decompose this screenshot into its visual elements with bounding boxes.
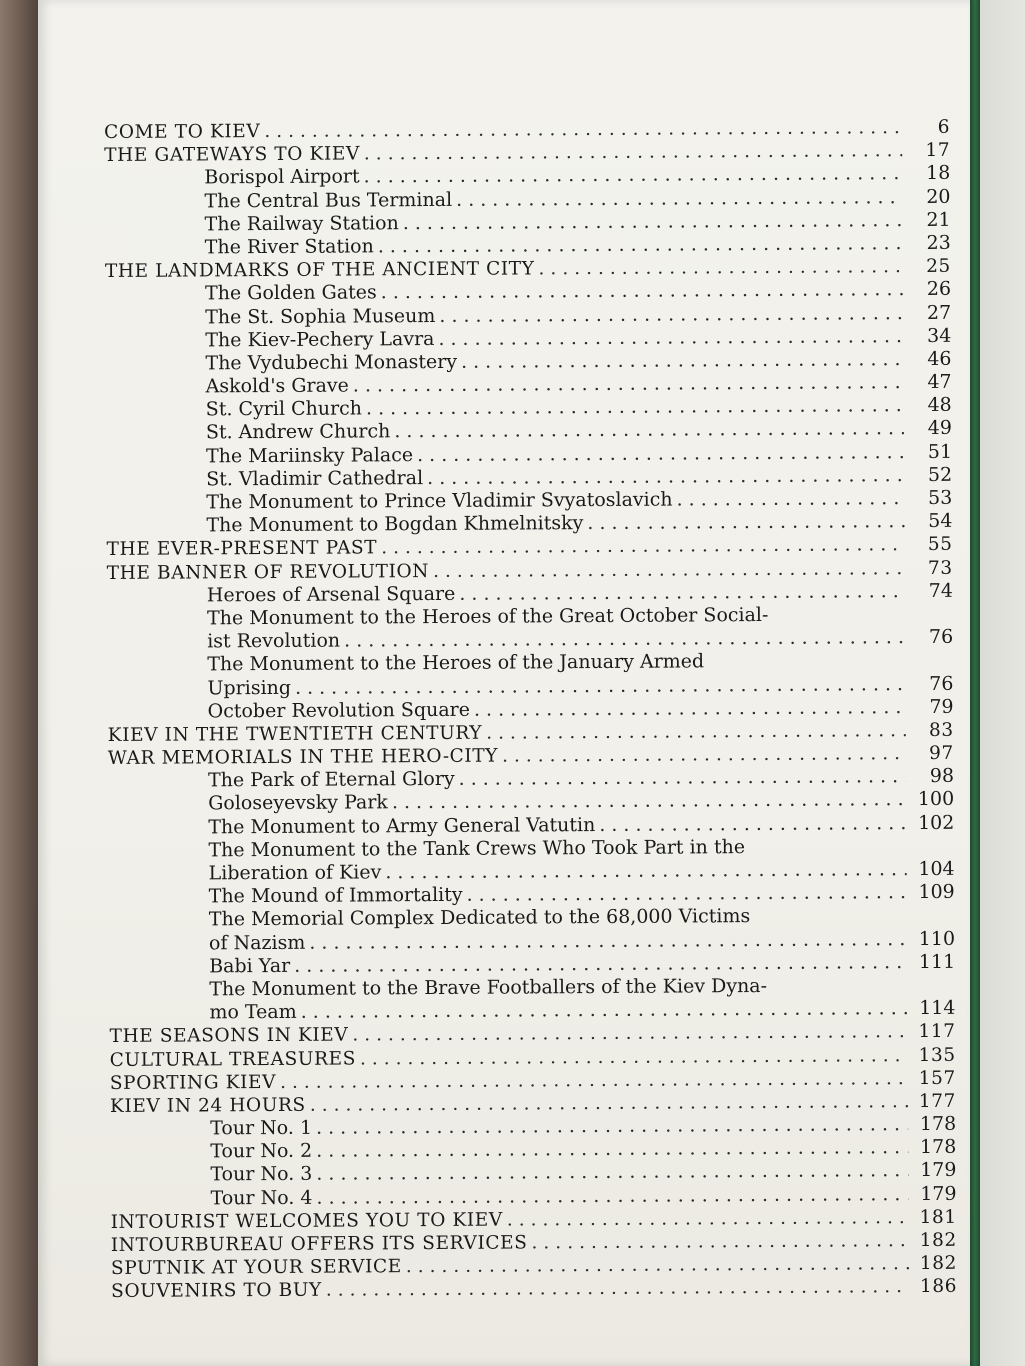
toc-entry-title: ist Revolution bbox=[207, 629, 341, 653]
toc-entry-title: The Railway Station bbox=[204, 211, 399, 236]
toc-entry-title: Askold's Grave bbox=[205, 374, 349, 398]
toc-page-number: 20 bbox=[926, 185, 951, 208]
toc-leader-dots bbox=[366, 394, 904, 420]
toc-page-number: 98 bbox=[929, 765, 955, 788]
toc-entry-title: Goloseyevsky Park bbox=[208, 791, 388, 815]
toc-page-number: 73 bbox=[927, 557, 953, 579]
toc-leader-dots bbox=[352, 1020, 907, 1047]
toc-entry-title: The Monument to the Tank Crews Who Took Part in the bbox=[208, 835, 746, 862]
toc-entry-title: The Park of Eternal Glory bbox=[207, 768, 455, 792]
toc-entry-title: mo Team bbox=[209, 1000, 297, 1024]
toc-entry-title: The St. Sophia Museum bbox=[205, 304, 436, 328]
toc-page-number: 49 bbox=[927, 417, 952, 440]
toc-page-number: 26 bbox=[926, 278, 952, 301]
table-of-contents bbox=[104, 116, 957, 1304]
toc-entry-title: The Memorial Complex Dedicated to the 68,000 Victims bbox=[208, 905, 751, 931]
toc-leader-dots bbox=[474, 696, 906, 722]
toc-entry-title: THE BANNER OF REVOLUTION bbox=[106, 560, 430, 584]
toc-leader-dots bbox=[433, 557, 905, 583]
toc-page-number: 17 bbox=[925, 140, 951, 162]
toc-entry-title: St. Vladimir Cathedral bbox=[206, 466, 424, 491]
toc-entry-title: Babi Yar bbox=[209, 954, 291, 978]
toc-leader-dots bbox=[531, 1229, 908, 1255]
toc-entry-title: St. Andrew Church bbox=[205, 420, 391, 444]
toc-page-number: 110 bbox=[918, 927, 956, 950]
toc-entry-title: SPUTNIK AT YOUR SERVICE bbox=[110, 1256, 402, 1280]
toc-leader-dots bbox=[394, 418, 904, 444]
toc-entry-title: The Kiev-Pechery Lavra bbox=[205, 327, 435, 352]
toc-leader-dots bbox=[385, 858, 906, 884]
toc-page-number: 52 bbox=[927, 463, 953, 486]
toc-entry-title: Heroes of Arsenal Square bbox=[206, 582, 456, 607]
toc-leader-dots bbox=[466, 881, 906, 907]
toc-entry-title: KIEV IN THE TWENTIETH CENTURY bbox=[107, 722, 483, 746]
toc-entry-title: The River Station bbox=[204, 235, 374, 259]
toc-leader-dots bbox=[502, 742, 906, 768]
toc-entry-title: October Revolution Square bbox=[207, 698, 471, 723]
toc-leader-dots bbox=[587, 510, 904, 535]
toc-entry-title: Borispol Airport bbox=[204, 165, 360, 189]
toc-entry-title: CULTURAL TREASURES bbox=[109, 1047, 357, 1071]
toc-entry-title: INTOURIST WELCOMES YOU TO KIEV bbox=[110, 1209, 503, 1233]
toc-page-number: 135 bbox=[918, 1044, 956, 1066]
toc-entry-title: WAR MEMORIALS IN THE HERO-CITY bbox=[107, 745, 499, 770]
toc-leader-dots bbox=[392, 789, 906, 815]
toc-page-number: 47 bbox=[927, 370, 952, 394]
green-cover-edge bbox=[970, 0, 980, 1366]
toc-page-number: 178 bbox=[919, 1112, 957, 1136]
toc-page-number: 54 bbox=[928, 510, 953, 533]
toc-page-number: 76 bbox=[929, 672, 954, 695]
toc-page-number: 157 bbox=[918, 1067, 956, 1089]
toc-leader-dots bbox=[403, 209, 903, 235]
toc-page-number: 79 bbox=[929, 695, 954, 718]
toc-page-number: 34 bbox=[927, 324, 952, 347]
toc-entry-title: KIEV IN 24 HOURS bbox=[109, 1094, 306, 1117]
toc-entry-title: Uprising bbox=[207, 676, 292, 699]
toc-page-number: 104 bbox=[918, 857, 955, 881]
toc-page-number: 27 bbox=[926, 301, 952, 324]
toc-page-number: 97 bbox=[929, 742, 954, 765]
toc-page-number: 21 bbox=[926, 208, 951, 231]
toc-leader-dots bbox=[417, 441, 904, 467]
toc-page-number: 102 bbox=[917, 811, 955, 834]
toc-leader-dots bbox=[344, 626, 905, 653]
toc-entry-title: Tour No. 2 bbox=[210, 1139, 313, 1163]
toc-entry-title: The Monument to Army General Vatutin bbox=[208, 813, 596, 839]
toc-leader-dots bbox=[459, 580, 905, 606]
toc-entry-title: The Central Bus Terminal bbox=[204, 188, 453, 212]
toc-page-number: 117 bbox=[918, 1021, 956, 1043]
toc-leader-dots bbox=[456, 186, 903, 212]
toc-page-number: 25 bbox=[926, 255, 951, 278]
toc-entry-title: St. Cyril Church bbox=[205, 397, 363, 421]
toc-page-number: 23 bbox=[926, 231, 951, 254]
toc-leader-dots bbox=[353, 371, 904, 398]
toc-page-number: 179 bbox=[920, 1159, 957, 1182]
toc-entry-title: SOUVENIRS TO BUY bbox=[111, 1280, 322, 1303]
toc-leader-dots bbox=[507, 1206, 909, 1232]
toc-page-number: 53 bbox=[928, 486, 953, 509]
toc-page-number: 46 bbox=[927, 347, 952, 370]
toc-page-number: 48 bbox=[927, 394, 952, 417]
toc-entry-title: Tour No. 4 bbox=[210, 1186, 313, 1209]
toc-entry-title: THE SEASONS IN KIEV bbox=[109, 1024, 349, 1048]
toc-leader-dots bbox=[360, 1044, 908, 1071]
toc-leader-dots bbox=[364, 139, 902, 165]
toc-leader-dots bbox=[364, 162, 903, 188]
toc-leader-dots bbox=[486, 719, 906, 745]
toc-page-number: 177 bbox=[918, 1090, 957, 1112]
book-page bbox=[38, 0, 970, 1366]
toc-entry-title: The Monument to the Heroes of the Great October Social- bbox=[206, 603, 769, 630]
toc-page-number: 55 bbox=[927, 534, 953, 556]
toc-leader-dots bbox=[439, 302, 903, 328]
toc-entry-title: The Mound of Immortality bbox=[208, 884, 463, 908]
toc-leader-dots bbox=[326, 1275, 909, 1302]
toc-entry-title: Liberation of Kiev bbox=[208, 861, 382, 885]
toc-page-number: 179 bbox=[920, 1182, 957, 1205]
toc-chapter-entry bbox=[111, 1275, 957, 1303]
toc-page-number: 109 bbox=[918, 881, 955, 904]
toc-entry-title: INTOURBUREAU OFFERS ITS SERVICES bbox=[110, 1232, 528, 1256]
toc-page-number: 83 bbox=[928, 719, 954, 741]
toc-page-number: 182 bbox=[919, 1252, 958, 1275]
toc-entry-title: The Golden Gates bbox=[204, 281, 377, 305]
toc-page-number: 186 bbox=[919, 1276, 958, 1298]
toc-entry-title: Tour No. 1 bbox=[210, 1116, 313, 1140]
toc-page-number: 178 bbox=[919, 1136, 957, 1159]
toc-leader-dots bbox=[538, 255, 903, 280]
toc-leader-dots bbox=[381, 278, 903, 304]
book-spine-left bbox=[0, 0, 38, 1366]
toc-leader-dots bbox=[438, 325, 903, 351]
toc-leader-dots bbox=[461, 348, 904, 374]
toc-leader-dots bbox=[459, 765, 907, 791]
toc-leader-dots bbox=[378, 232, 903, 258]
toc-entry-title: THE EVER-PRESENT PAST bbox=[106, 537, 378, 561]
toc-entry-title: The Mariinsky Palace bbox=[205, 443, 414, 468]
toc-page-number: 74 bbox=[928, 579, 953, 602]
toc-page-number: 51 bbox=[927, 440, 953, 463]
toc-page-number: 111 bbox=[918, 950, 956, 973]
toc-entry-title: COME TO KIEV bbox=[104, 121, 261, 143]
toc-page-number: 76 bbox=[928, 625, 954, 649]
toc-entry-title: The Vydubechi Monastery bbox=[205, 350, 458, 375]
toc-entry-title: Tour No. 3 bbox=[210, 1163, 313, 1186]
toc-entry-title: THE GATEWAYS TO KIEV bbox=[104, 143, 360, 167]
toc-page-number: 100 bbox=[917, 788, 955, 811]
toc-leader-dots bbox=[599, 812, 906, 837]
toc-leader-dots bbox=[677, 487, 905, 512]
toc-leader-dots bbox=[807, 666, 906, 667]
toc-page-number: 6 bbox=[937, 116, 951, 138]
toc-entry-title: SPORTING KIEV bbox=[109, 1071, 277, 1094]
toc-leader-dots bbox=[427, 464, 904, 490]
toc-entry-title: The Monument to the Brave Footballers of the Kiev Dyna- bbox=[209, 974, 768, 1001]
toc-leader-dots bbox=[381, 533, 905, 559]
toc-entry-title: of Nazism bbox=[208, 931, 306, 954]
toc-entry-title: THE LANDMARKS OF THE ANCIENT CITY bbox=[104, 258, 535, 283]
toc-page-number: 18 bbox=[926, 162, 951, 185]
toc-entry-title: The Monument to Bogdan Khmelnitsky bbox=[206, 512, 584, 537]
toc-page-number: 114 bbox=[919, 996, 956, 1020]
toc-page-number: 182 bbox=[919, 1229, 957, 1252]
toc-page-number: 181 bbox=[919, 1206, 957, 1228]
toc-entry-title: The Monument to the Heroes of the January Armed bbox=[207, 650, 705, 676]
toc-leader-dots bbox=[406, 1252, 909, 1278]
toc-entry-title: The Monument to Prince Vladimir Svyatoslavich bbox=[206, 488, 673, 514]
